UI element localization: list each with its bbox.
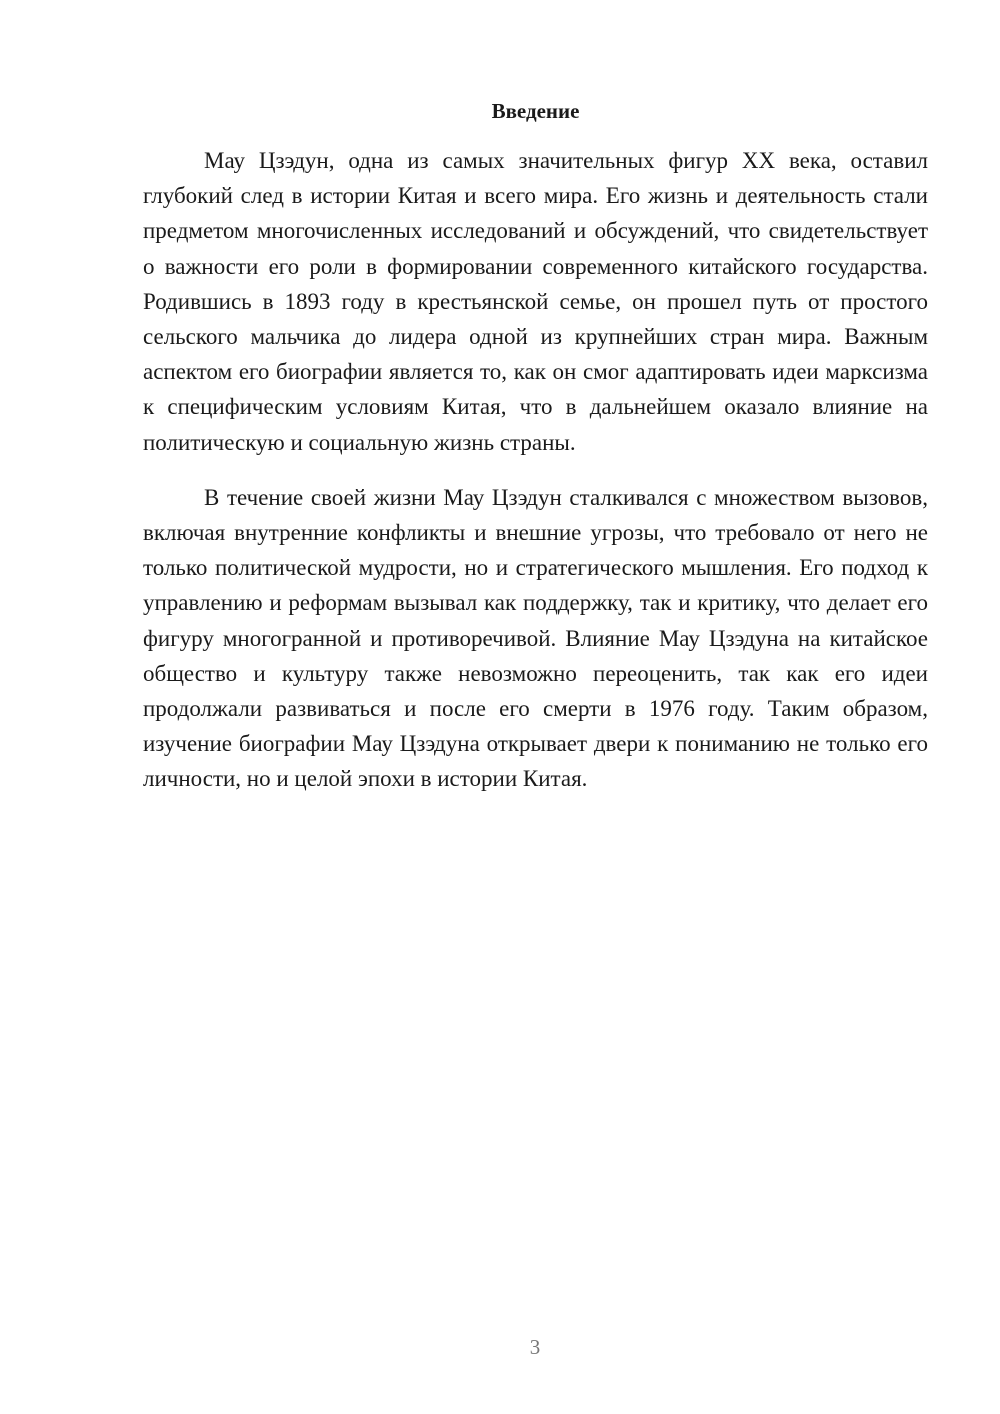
page-number: 3 xyxy=(529,1335,541,1359)
paragraph-2: В течение своей жизни Мау Цзэдун сталкивался с множеством вызовов, включая внутренние конфликты и внешние угрозы, что требовало от него не только политической мудрости, но и стратегического мышления. Его подход к управлению и реформам вызывал как поддержку, так и критику, что делает его фигуру многогранной и противоречивой. Влияние Мау Цзэдуна на китайское общество и культуру также невозможно переоценить, так как его идеи продолжали развиваться и после его смерти в 1976 году. Таким образом, изучение биографии Мау Цзэдуна открывает двери к пониманию не только его личности, но и целой эпохи в истории Китая. xyxy=(143,484,928,792)
body-text xyxy=(143,143,928,797)
section-title: Введение xyxy=(491,99,580,123)
paragraph-1: Мау Цзэдун, одна из самых значительных фигур XX века, оставил глубокий след в истории Китая и всего мира. Его жизнь и деятельность стали предметом многочисленных исследований и обсуждений, что свидетельствует о важности его роли в формировании современного китайского государства. Родившись в 1893 году в крестьянской семье, он прошел путь от простого сельского мальчика до лидера одной из крупнейших стран мира. Важным аспектом его биографии является то, как он смог адаптировать идеи марксизма к специфическим условиям Китая, что в дальнейшем оказало влияние на политическую и социальную жизнь страны. xyxy=(143,148,928,455)
